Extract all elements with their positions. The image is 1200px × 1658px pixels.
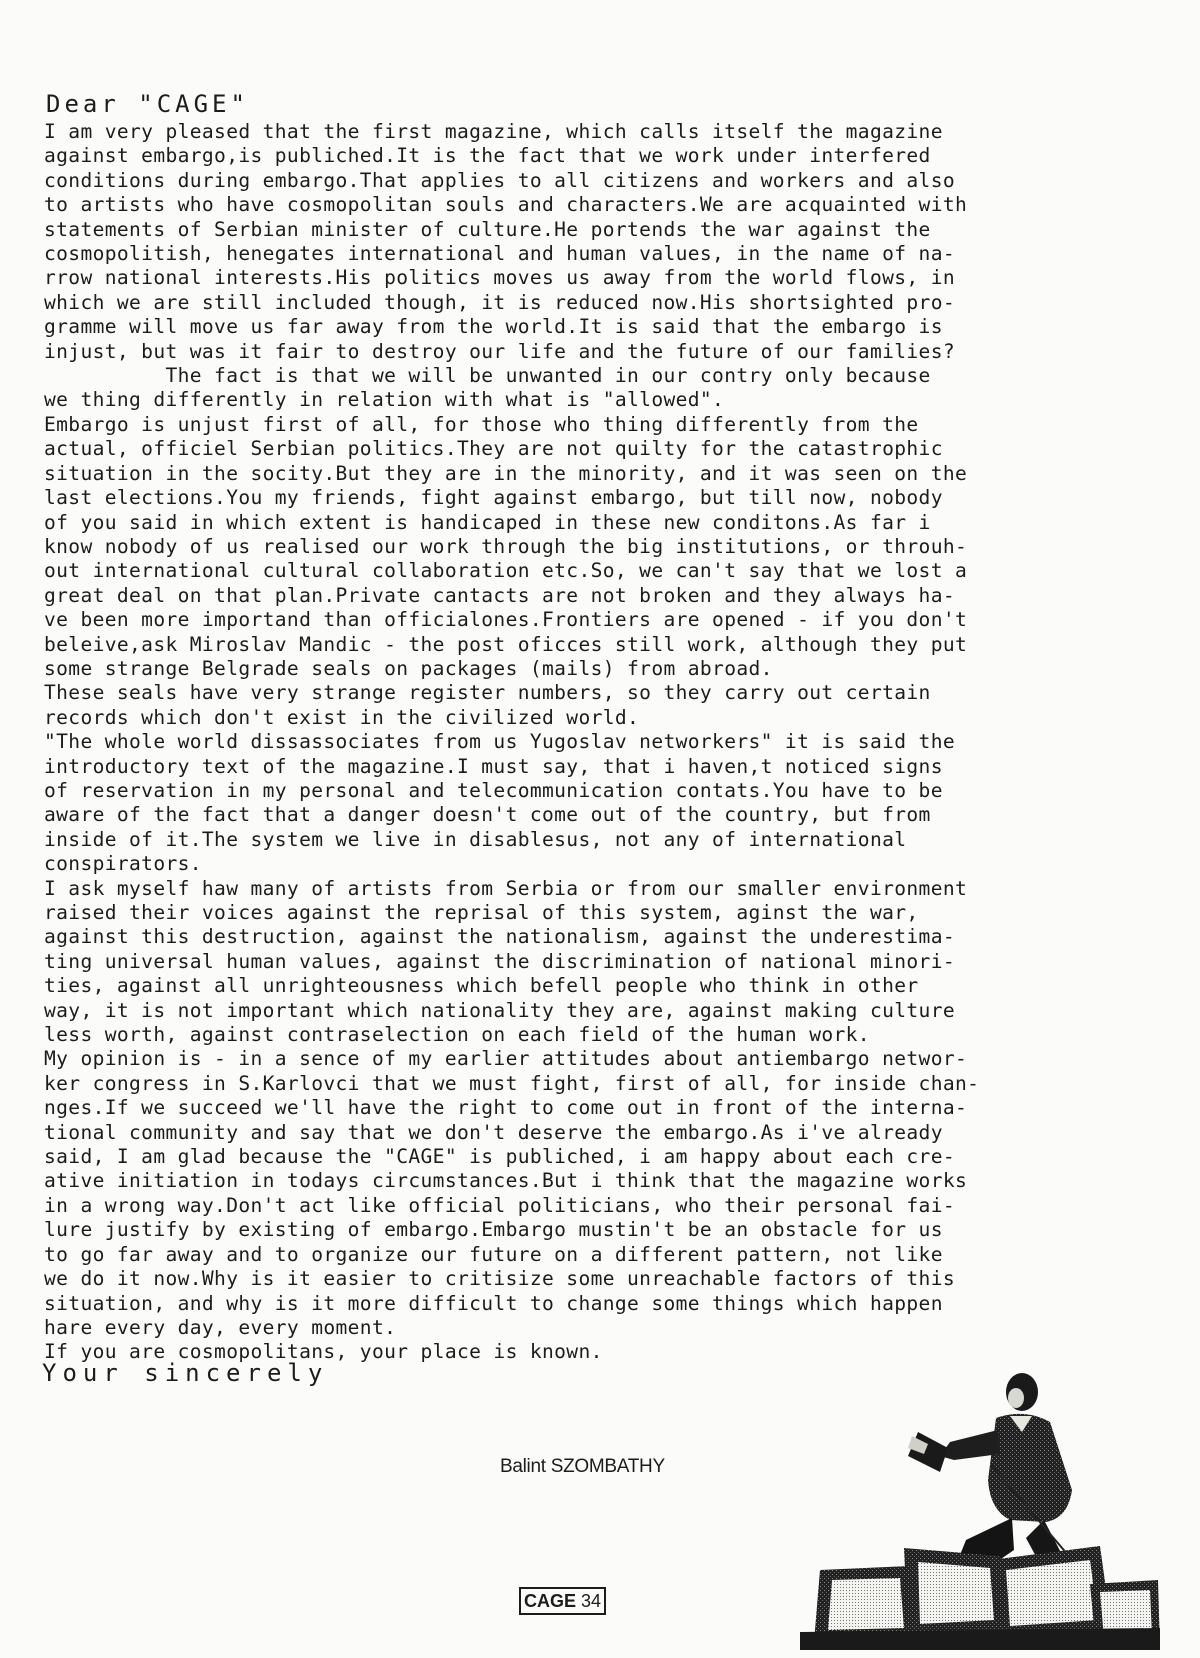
letter-line: nges.If we succeed we'll have the right to come out in front of the interna-	[44, 1096, 968, 1120]
letter-line: ve been more importand than officialones.Frontiers are opened - if you don't	[44, 608, 968, 632]
letter-line: lure justify by existing of embargo.Embargo mustin't be an obstacle for us	[44, 1218, 943, 1242]
letter-body	[44, 120, 1164, 1365]
letter-line: situation, and why is it more difficult to change some things which happen	[44, 1291, 943, 1315]
letter-line: know nobody of us realised our work through the big institutions, or throuh-	[44, 534, 968, 558]
letter-line: raised their voices against the reprisal of this system, aginst the war,	[44, 901, 919, 924]
letter-line: to go far away and to organize our future on a different pattern, not like	[44, 1242, 943, 1266]
letter-line: beleive,ask Miroslav Mandic - the post oficces still work, although they put	[44, 632, 968, 656]
letter-line: out international cultural collaboration etc.So, we can't say that we lost a	[44, 559, 968, 583]
letter-line: cosmopolitish, henegates international and human values, in the name of na-	[44, 242, 955, 266]
letter-line: introductory text of the magazine.I must say, that i haven,t noticed signs	[44, 754, 943, 778]
letter-line: way, it is not important which nationality they are, against making culture	[44, 998, 955, 1022]
letter-line: aware of the fact that a danger doesn't come out of the country, but from	[44, 803, 931, 827]
letter-line: If you are cosmopolitans, your place is known.	[44, 1340, 603, 1364]
letter-line: My opinion is - in a sence of my earlier attitudes about antiembargo networ-	[44, 1047, 968, 1071]
letter-line: against this destruction, against the nationalism, against the underestima-	[44, 925, 955, 949]
letter-line: actual, officiel Serbian politics.They are not quilty for the catastrophic	[44, 437, 943, 461]
letter-line: some strange Belgrade seals on packages (mails) from abroad.	[44, 656, 773, 680]
letter-line: against embargo,is publiched.It is the fact that we work under interfered	[44, 144, 931, 168]
letter-line: The fact is that we will be unwanted in our contry only because	[44, 364, 931, 388]
letter-line: in a wrong way.Don't act like official politicians, who their personal fai-	[44, 1193, 955, 1217]
letter-line: ties, against all unrighteousness which befell people who think in other	[44, 974, 919, 998]
letter-closing: Your sincerely	[42, 1359, 329, 1387]
letter-line: to artists who have cosmopolitan souls and characters.We are acquainted with	[44, 193, 968, 217]
letter-line: ative initiation in todays circumstances.But i think that the magazine works	[44, 1169, 968, 1193]
letter-line: we thing differently in relation with what is "allowed".	[44, 388, 725, 412]
letter-line: These seals have very strange register numbers, so they carry out certain	[44, 681, 931, 705]
letter-line: hare every day, every moment.	[44, 1315, 397, 1339]
letter-line: which we are still included though, it is reduced now.His shortsighted pro-	[44, 290, 955, 314]
letter-line: of reservation in my personal and telecommunication contats.You have to be	[44, 778, 943, 802]
letter-line: conspirators.	[44, 852, 202, 876]
letter-line: tional community and say that we don't deserve the embargo.As i've already	[44, 1120, 943, 1144]
letter-line: injust, but was it fair to destroy our life and the future of our families?	[44, 339, 955, 363]
letter-line: ting universal human values, against the discrimination of national minori-	[44, 949, 955, 973]
letter-line: ker congress in S.Karlovci that we must fight, first of all, for inside chan-	[44, 1071, 980, 1095]
letter-line: gramme will move us far away from the world.It is said that the embargo is	[44, 315, 943, 339]
letter-line: of you said in which extent is handicaped in these new conditons.As far i	[44, 510, 931, 534]
letter-line: said, I am glad because the "CAGE" is publiched, i am happy about each cre-	[44, 1145, 955, 1169]
letter-line: I ask myself haw many of artists from Serbia or from our smaller environment	[44, 876, 968, 900]
letter-line: situation in the socity.But they are in the minority, and it was seen on the	[44, 461, 968, 485]
letter-line: conditions during embargo.That applies to all citizens and workers and also	[44, 168, 955, 192]
figure-on-tv-sets-photo	[800, 1370, 1160, 1650]
letter-line: less worth, against contraselection on each field of the human work.	[44, 1023, 870, 1047]
letter-line: we do it now.Why is it easier to critisize some unreachable factors of this	[44, 1267, 955, 1291]
letter-line: statements of Serbian minister of culture.He portends the war against the	[44, 217, 931, 241]
letter-line: inside of it.The system we live in disablesus, not any of international	[44, 827, 907, 851]
page-badge-label: CAGE	[524, 1591, 577, 1611]
letter-signature: Balint SZOMBATHY	[500, 1456, 665, 1477]
letter-line: I am very pleased that the first magazine, which calls itself the magazine	[44, 120, 943, 143]
letter-line: rrow national interests.His politics moves us away from the world flows, in	[44, 266, 955, 290]
letter-line: last elections.You my friends, fight against embargo, but till now, nobody	[44, 486, 943, 510]
letter-line: great deal on that plan.Private cantacts are not broken and they always ha-	[44, 583, 955, 607]
page-number: 34	[581, 1591, 602, 1611]
letter-line: records which don't exist in the civilized world.	[44, 705, 640, 729]
letter-line: "The whole world dissassociates from us Yugoslav networkers" it is said the	[44, 730, 955, 754]
letter-greeting: Dear "CAGE"	[46, 90, 249, 118]
letter-line: Embargo is unjust first of all, for those who thing differently from the	[44, 412, 919, 436]
page-badge	[519, 1587, 606, 1615]
